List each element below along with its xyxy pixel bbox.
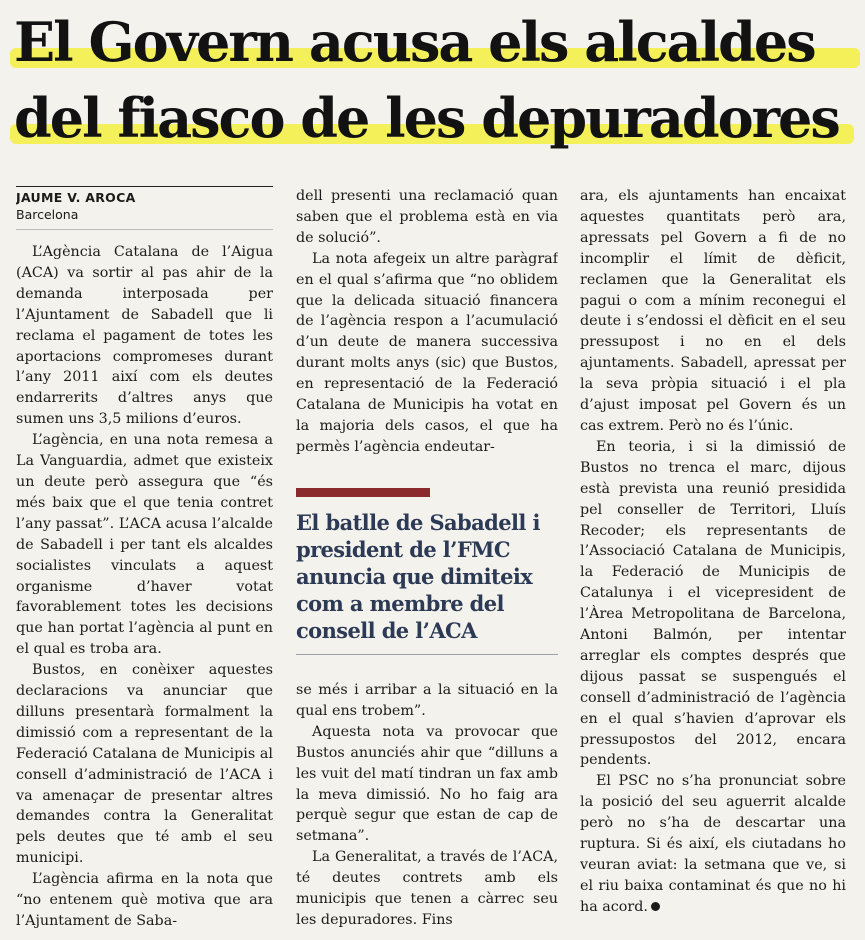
headline-line-1	[14, 4, 860, 80]
paragraph: La Generalitat, a través de l’ACA, té deutes contrets amb els municipis que tenen a càrrec seu les depuradores. Fins	[296, 849, 558, 928]
headline-text-1: El Govern acusa els alcaldes	[14, 10, 815, 74]
byline-author: JAUME V. AROCA	[16, 190, 136, 205]
headline	[14, 4, 860, 156]
byline-rule	[16, 186, 273, 187]
end-of-article-icon	[651, 902, 660, 911]
paragraph: En teoria, i si la dimissió de Bustos no trenca el marc, dijous està prevista una reunió presidida pel conseller de Territori, Lluís Recoder; els representants de l’Associació Catalana de Municipis, la Federació de Municipis de Catalunya i el vicepresident de l’Àrea Metropolitana de Barcelona, Antoni Balmón, per intentar arreglar els comptes després que dijous passat se suspengués el consell d’administració de l’agència en el qual s’havien d’aprovar els pressupostos del 2012, encara pendents.	[580, 438, 846, 769]
paragraph: Aquesta nota va provocar que Bustos anunciés ahir que “dilluns a les vuit del matí tindran un fax amb la meva dimissió. No ho faig ara perquè segur que estan de cap de setmana”.	[296, 723, 558, 845]
pull-quote-text: El batlle de Sabadell i president de l’FMC anuncia que dimiteix com a membre del consell de l’ACA	[296, 510, 540, 643]
paragraph: L’Agència Catalana de l’Aigua (ACA) va sortir al pas ahir de la demanda interposada per l’Ajuntament de Sabadell que li reclama el pagament de totes les aportacions compromeses durant l’any 2011 així com els deutes endarrerits d’altres anys que sumen uns 3,5 milions d’euros.	[16, 244, 273, 428]
paragraph: dell presenti una reclamació quan saben que el problema està en via de solució”.	[296, 188, 558, 246]
pull-quote-bar	[296, 488, 430, 497]
paragraph: Bustos, en conèixer aquestes declaracions va anunciar que dilluns presentarà formalment la dimissió com a representant de la Federació Catalana de Municipis al consell d’administració de l’ACA i va amenaçar de presentar altres demandes contra la Generalitat pels deutes que té amb el seu municipi.	[16, 662, 273, 867]
article-column-2-top	[296, 186, 558, 458]
article-column-1	[16, 186, 273, 940]
article-column-2-bottom	[296, 680, 558, 931]
paragraph	[580, 771, 846, 917]
paragraph: L’agència, en una nota remesa a La Vanguardia, admet que existeix un deute però assegura que “és més baix que el que tenia contret l’any passat”. L’ACA acusa l’alcalde de Sabadell i per tant els alcaldes socialistes vinculats a aquest organisme d’haver votat favorablement totes les decisions que han portat l’agència al punt en el qual es troba ara.	[16, 432, 273, 658]
article-column-3	[580, 186, 846, 940]
paragraph: La nota afegeix un altre paràgraf en el qual s’afirma que “no oblidem que la delicada situació financera de l’agència respon a l’acumulació d’un deute de manera successiva durant molts anys (sic) que Bustos, en representació de la Federació Catalana de Municipis ha votat en la majoria dels casos, el que ha permès l’agència endeutar-	[296, 250, 558, 455]
pull-quote-rule	[296, 654, 558, 655]
byline-place: Barcelona	[16, 207, 79, 222]
paragraph: se més i arribar a la situació en la qual ens trobem”.	[296, 682, 558, 719]
pull-quote	[296, 488, 564, 655]
headline-line-2	[14, 80, 860, 156]
headline-text-2: del fiasco de les depuradores	[14, 86, 839, 150]
byline-divider	[16, 229, 273, 230]
paragraph: ara, els ajuntaments han encaixat aquestes quantitats però ara, apressats pel Govern a fi de no incomplir el límit de dèficit, reclamen que la Generalitat els pagui o com a mínim reconegui el deute i s’endossi el dèficit en el seu pressupost i no en el dels ajuntaments. Sabadell, apressat per la seva pròpia situació i el pla d’ajust imposat pel Govern és un cas extrem. Però no és l’únic.	[580, 188, 846, 434]
paragraph-text: El PSC no s’ha pronunciat sobre la posició del seu aguerrit alcalde però no s’ha de descartar una ruptura. Si és així, els ciutadans ho veuran aviat: la setmana que ve, si el riu baixa contaminat és que no hi ha acord.	[580, 773, 846, 915]
paragraph: L’agència afirma en la nota que “no entenem què motiva que ara l’Ajuntament de Saba-	[16, 871, 273, 929]
